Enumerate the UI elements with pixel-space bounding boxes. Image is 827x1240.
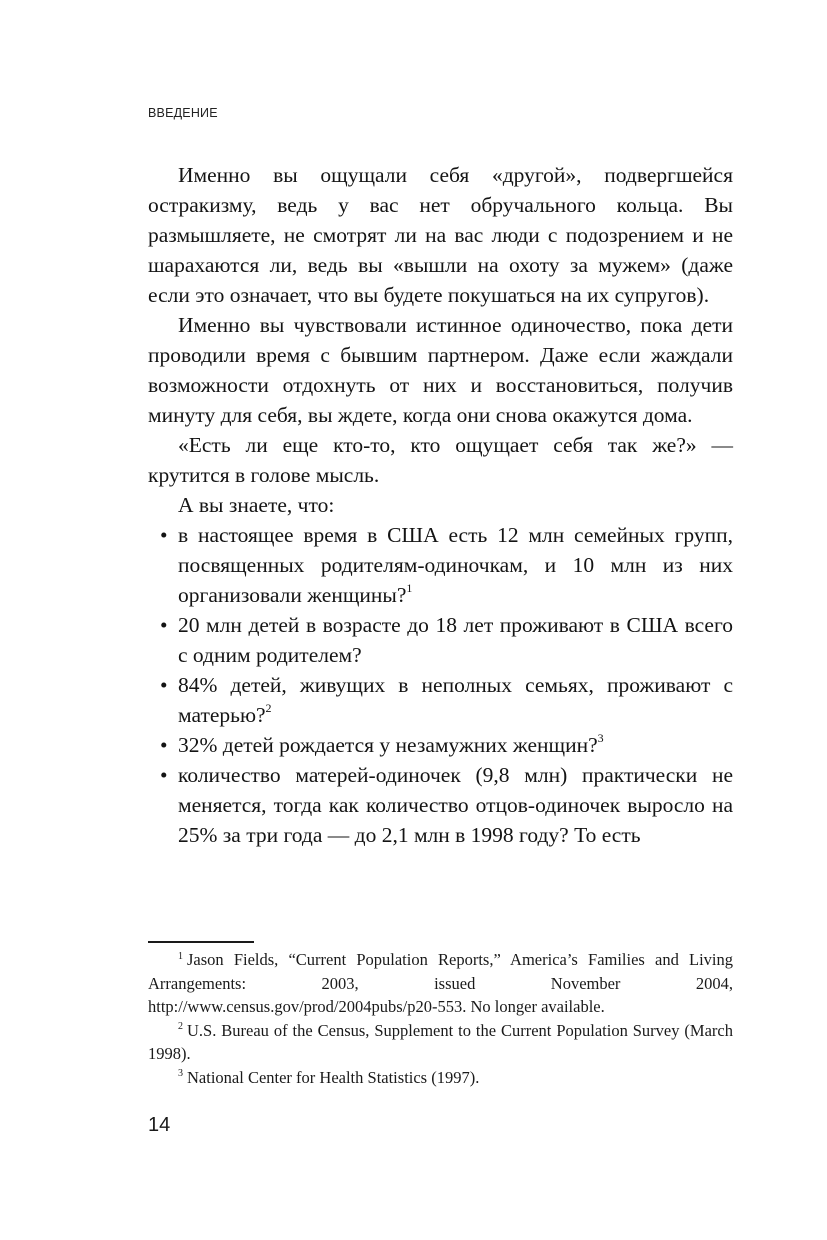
list-item <box>148 610 733 670</box>
footnote-ref[interactable]: 2 <box>265 700 272 715</box>
footnote-text: U.S. Bureau of the Census, Supplement to the Current Population Survey (March 1998). <box>148 1020 733 1063</box>
footnote-ref[interactable]: 1 <box>406 580 413 595</box>
list-item-text: 84% детей, живущих в неполных семьях, проживают с матерью? <box>178 673 733 727</box>
footnote-number: 3 <box>178 1068 183 1079</box>
fact-list <box>148 520 733 850</box>
list-item <box>148 670 733 730</box>
paragraph: Именно вы чувствовали истинное одиночество, пока дети проводили время с бывшим партнером. Даже если жаждали возможности отдохнуть от них и восстановиться, получив минуту для себя, вы ждете, когда они снова окажутся дома. <box>148 313 733 427</box>
bullet-icon: • <box>160 613 168 637</box>
body-text <box>148 160 733 850</box>
list-item <box>148 760 733 850</box>
bullet-icon: • <box>160 673 168 697</box>
list-item-text: количество матерей-одиночек (9,8 млн) практически не меняется, тогда как количество отцов-одиночек выросло на 25% за три года — до 2,1 млн в 1998 году? То есть <box>178 763 733 847</box>
bullet-icon: • <box>160 763 168 787</box>
list-item-text: 20 млн детей в возрасте до 18 лет проживают в США всего с одним родителем? <box>178 613 733 667</box>
list-item-text: 32% детей рождается у незамужних женщин? <box>178 733 598 757</box>
footnote-text: Jason Fields, “Current Population Reports,” America’s Families and Living Arrangements: 2003, issued November 2004, http://www.census.gov/prod/2004pubs/p20-553. No longer available. <box>148 950 733 1016</box>
footnote <box>148 1019 733 1066</box>
list-item <box>148 520 733 610</box>
footnote-number: 2 <box>178 1021 183 1032</box>
footnote <box>148 948 733 1019</box>
paragraph: А вы знаете, что: <box>178 493 335 517</box>
list-item <box>148 730 733 760</box>
footnote-number: 1 <box>178 950 183 962</box>
bullet-icon: • <box>160 523 168 547</box>
bullet-icon: • <box>160 733 168 757</box>
paragraph: «Есть ли еще кто-то, кто ощущает себя так же?» — крутится в голове мысль. <box>148 433 733 487</box>
paragraph: Именно вы ощущали себя «другой», подвергшейся остракизму, ведь у вас нет обручального кольца. Вы размышляете, не смотрят ли на вас люди с подозрением и не шарахаются ли, ведь вы «вышли на охоту за мужем» (даже если это означает, что вы будете покушаться на их супругов). <box>148 163 733 307</box>
footnote-ref[interactable]: 3 <box>597 730 604 745</box>
footnote-divider <box>148 941 254 943</box>
footnote-text: National Center for Health Statistics (1997). <box>187 1067 480 1087</box>
page-number: 14 <box>148 1114 171 1136</box>
running-head: ВВЕДЕНИЕ <box>148 106 218 120</box>
footnotes <box>148 948 733 1089</box>
footnote <box>148 1066 733 1090</box>
list-item-text: в настоящее время в США есть 12 млн семейных групп, посвященных родителям-одиночкам, и 10 млн из них организовали женщины? <box>178 523 733 607</box>
